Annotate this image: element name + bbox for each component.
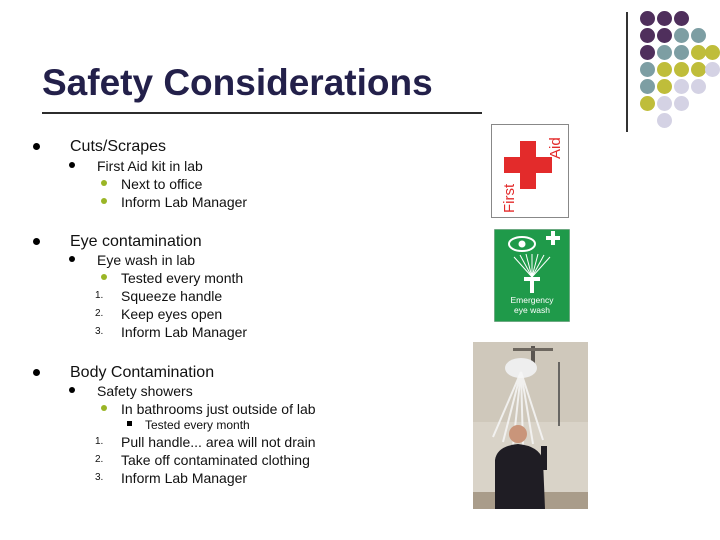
dot	[657, 28, 672, 43]
safety-showers-item: Safety showers	[97, 383, 193, 399]
dot	[657, 62, 672, 77]
bullet	[101, 405, 107, 411]
dot	[674, 45, 689, 60]
eye-wash-item: Eye wash in lab	[97, 252, 195, 268]
dot	[705, 45, 720, 60]
dot	[640, 96, 655, 111]
step-item: 3. Inform Lab Manager	[95, 324, 248, 340]
bullet	[101, 274, 107, 280]
dot	[640, 62, 655, 77]
dot	[657, 45, 672, 60]
subitem-next-to-office: Next to office	[121, 176, 202, 192]
bullet	[69, 162, 75, 168]
title-underline	[42, 112, 482, 114]
first-aid-kit-item: First Aid kit in lab	[97, 158, 203, 174]
bullet	[127, 421, 132, 426]
dot	[691, 45, 706, 60]
dot	[640, 45, 655, 60]
heading-eye-contamination: Eye contamination	[70, 233, 202, 251]
dot	[640, 11, 655, 26]
step-item: 1. Squeeze handle	[95, 288, 223, 304]
dot	[691, 62, 706, 77]
safety-shower-photo	[473, 342, 588, 509]
first-aid-word-first: First	[501, 183, 518, 213]
dot	[640, 79, 655, 94]
decorative-vertical-line	[626, 12, 628, 132]
dot	[705, 62, 720, 77]
emergency-eyewash-sign	[494, 229, 570, 322]
dot	[674, 96, 689, 111]
bullet	[33, 143, 40, 150]
first-aid-sign	[491, 124, 569, 218]
eyewash-label-line1: Emergency	[510, 295, 554, 305]
dot	[691, 28, 706, 43]
first-aid-word-aid: Aid	[547, 137, 564, 159]
bullet	[101, 180, 107, 186]
dot	[657, 96, 672, 111]
heading-body-contamination: Body Contamination	[70, 364, 214, 382]
subitem-bathrooms: In bathrooms just outside of lab	[121, 401, 316, 417]
dot	[674, 11, 689, 26]
dot	[657, 11, 672, 26]
dot	[674, 28, 689, 43]
step-item: 3. Inform Lab Manager	[95, 470, 248, 486]
bullet	[69, 256, 75, 262]
step-item: 1. Pull handle... area will not drain	[95, 434, 316, 450]
subitem-inform-manager: Inform Lab Manager	[121, 194, 247, 210]
eyewash-label-line2: eye wash	[514, 305, 550, 315]
bullet	[101, 198, 107, 204]
dot	[657, 113, 672, 128]
heading-cuts-scrapes: Cuts/Scrapes	[70, 138, 166, 156]
dot	[674, 62, 689, 77]
bullet	[33, 238, 40, 245]
dot	[674, 79, 689, 94]
detail-tested-monthly: Tested every month	[145, 418, 250, 432]
bullet	[69, 387, 75, 393]
dot	[657, 79, 672, 94]
bullet	[33, 369, 40, 376]
dot	[640, 28, 655, 43]
step-item: 2. Take off contaminated clothing	[95, 452, 310, 468]
first-aid-cross-icon	[492, 125, 568, 217]
dot	[691, 79, 706, 94]
slide-title: Safety Considerations	[42, 62, 433, 103]
step-item: 2. Keep eyes open	[95, 306, 223, 322]
subitem-tested-monthly: Tested every month	[121, 270, 243, 286]
